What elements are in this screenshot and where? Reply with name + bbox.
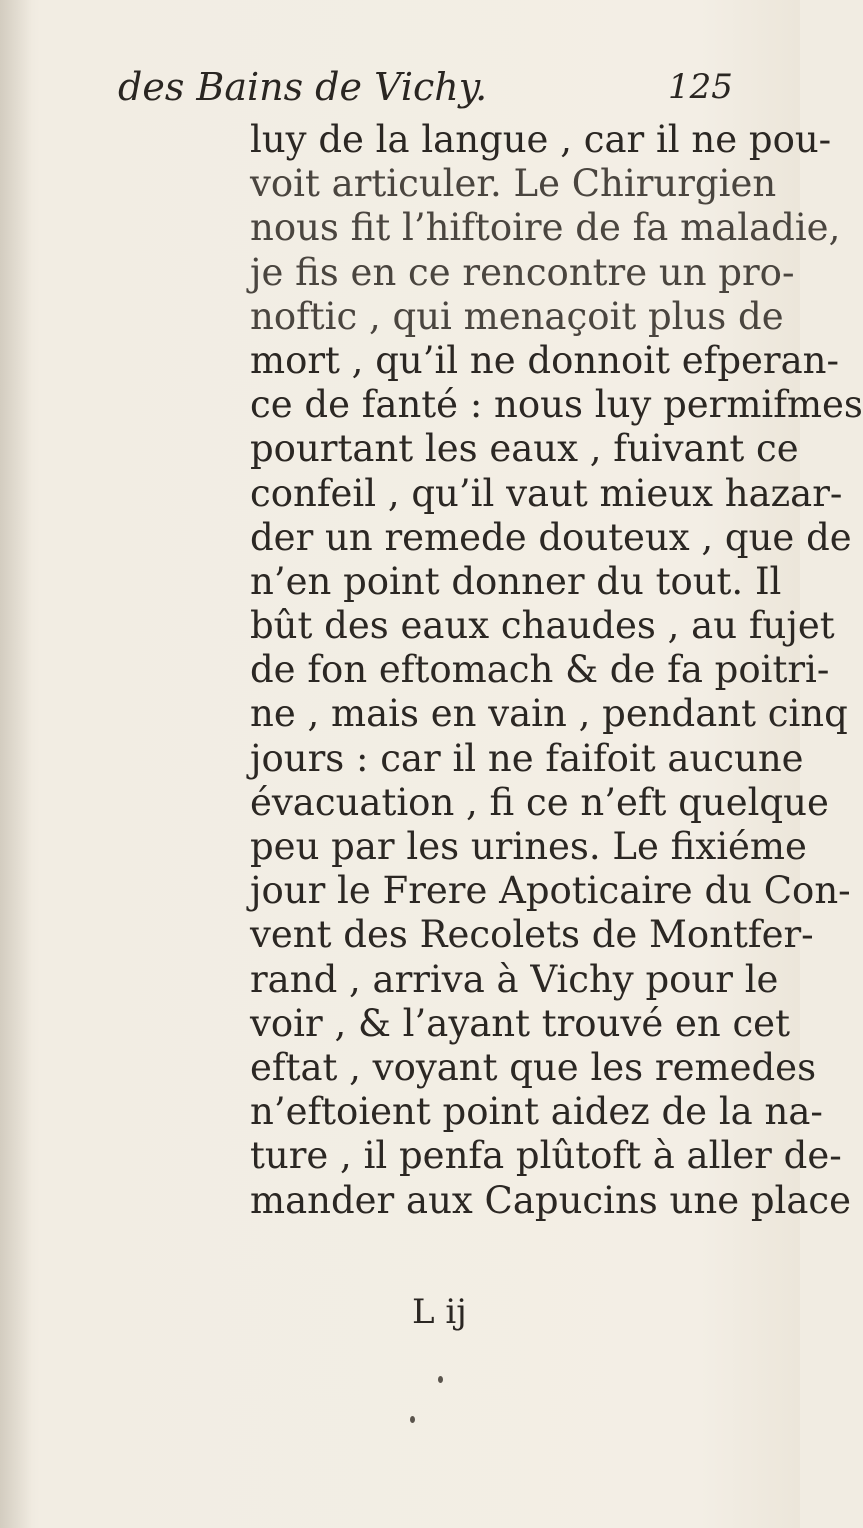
text-line: confeil , qu’il vaut mieux hazar- — [250, 471, 843, 515]
text-line: jour le Frere Apoticaire du Con- — [250, 869, 851, 913]
text-line: der un remede douteux , que de — [250, 515, 852, 559]
text-line: peu par les urines. Le fixiéme — [250, 825, 807, 868]
text-line: nous fit l’hiftoire de fa maladie, — [250, 206, 841, 250]
text-line: de fon eftomach & de fa poitri- — [250, 648, 830, 692]
text-line: je fis en ce rencontre un pro- — [250, 250, 795, 294]
running-head-title: des Bains de Vichy. — [118, 65, 488, 109]
page-number: 125 — [668, 67, 733, 107]
ink-speck — [410, 1416, 415, 1423]
gutter-shadow — [0, 0, 32, 1528]
text-line: voir , & l’ayant trouvé en cet — [250, 1001, 790, 1045]
text-line: n’eftoient point aidez de la na- — [250, 1090, 823, 1134]
text-line: ce de fanté : nous luy permifmes — [250, 383, 863, 427]
text-line: luy de la langue , car il ne pou- — [250, 118, 832, 161]
text-line: évacuation , fi ce n’eft quelque — [250, 780, 829, 824]
text-line: mort , qu’il ne donnoit efperan- — [250, 338, 840, 382]
text-line: voit articuler. Le Chirurgien — [250, 162, 777, 206]
text-line: mander aux Capucins une place — [250, 1178, 852, 1222]
text-line: bût des eaux chaudes , au fujet — [250, 604, 835, 648]
text-line: rand , arriva à Vichy pour le — [250, 957, 779, 1001]
running-head — [0, 62, 800, 112]
text-line: pourtant les eaux , fuivant ce — [250, 427, 799, 471]
text-line: ture , il penfa plûtoft à aller de- — [250, 1134, 842, 1178]
text-line: eftat , voyant que les remedes — [250, 1045, 817, 1089]
signature-mark: L ij — [412, 1292, 467, 1332]
ink-speck — [438, 1376, 443, 1383]
text-line: noftic , qui menaçoit plus de — [250, 294, 784, 338]
text-line: vent des Recolets de Montfer- — [250, 913, 814, 957]
text-line: jours : car il ne faifoit aucune — [250, 736, 804, 780]
text-line: ne , mais en vain , pendant cinq — [250, 692, 848, 736]
body-text — [250, 118, 863, 1223]
text-line: n’en point donner du tout. Il — [250, 559, 782, 603]
